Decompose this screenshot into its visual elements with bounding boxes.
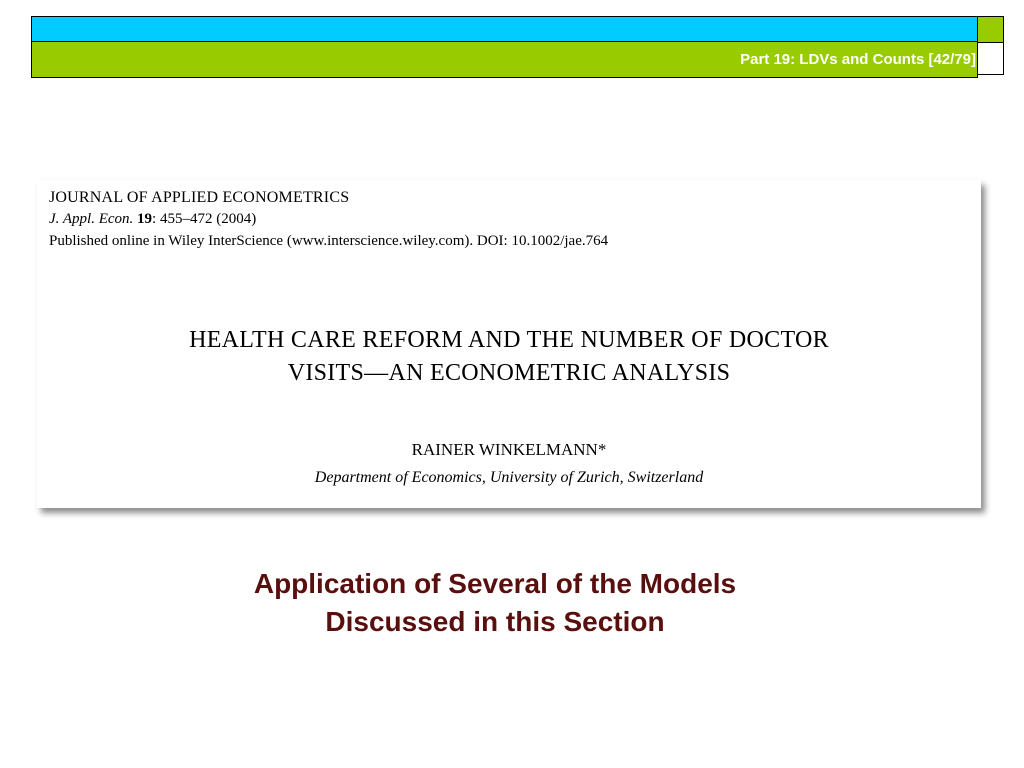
citation-abbrev: J. Appl. Econ. [49, 211, 134, 227]
slide-subtitle-line-1: Application of Several of the Models [253, 568, 737, 599]
paper-title [37, 324, 981, 390]
slide-subtitle [0, 565, 990, 641]
slide-subtitle-line-2: Discussed in this Section [325, 606, 665, 637]
journal-citation [49, 211, 256, 228]
paper-title-excerpt [37, 180, 981, 508]
header-corner-square-top [977, 16, 1004, 43]
author-affiliation: Department of Economics, University of Zurich, Switzerland [314, 469, 704, 486]
slide-header [0, 0, 1024, 80]
citation-volume: 19 [137, 211, 153, 227]
header-blue-bar [31, 16, 978, 42]
citation-pages-year: : 455–472 (2004) [152, 211, 257, 227]
slide-identifier: Part 19: LDVs and Counts [42/79] [740, 51, 976, 68]
paper-title-line-1: HEALTH CARE REFORM AND THE NUMBER OF DOCTOR [189, 327, 829, 353]
header-corner-square-bottom [977, 42, 1004, 75]
paper-title-line-2: VISITS—AN ECONOMETRIC ANALYSIS [287, 360, 731, 386]
publication-info: Published online in Wiley InterScience (www.interscience.wiley.com). DOI: 10.1002/jae.764 [49, 233, 609, 249]
journal-name: JOURNAL OF APPLIED ECONOMETRICS [49, 189, 350, 206]
paper-author: RAINER WINKELMANN* [411, 440, 607, 459]
